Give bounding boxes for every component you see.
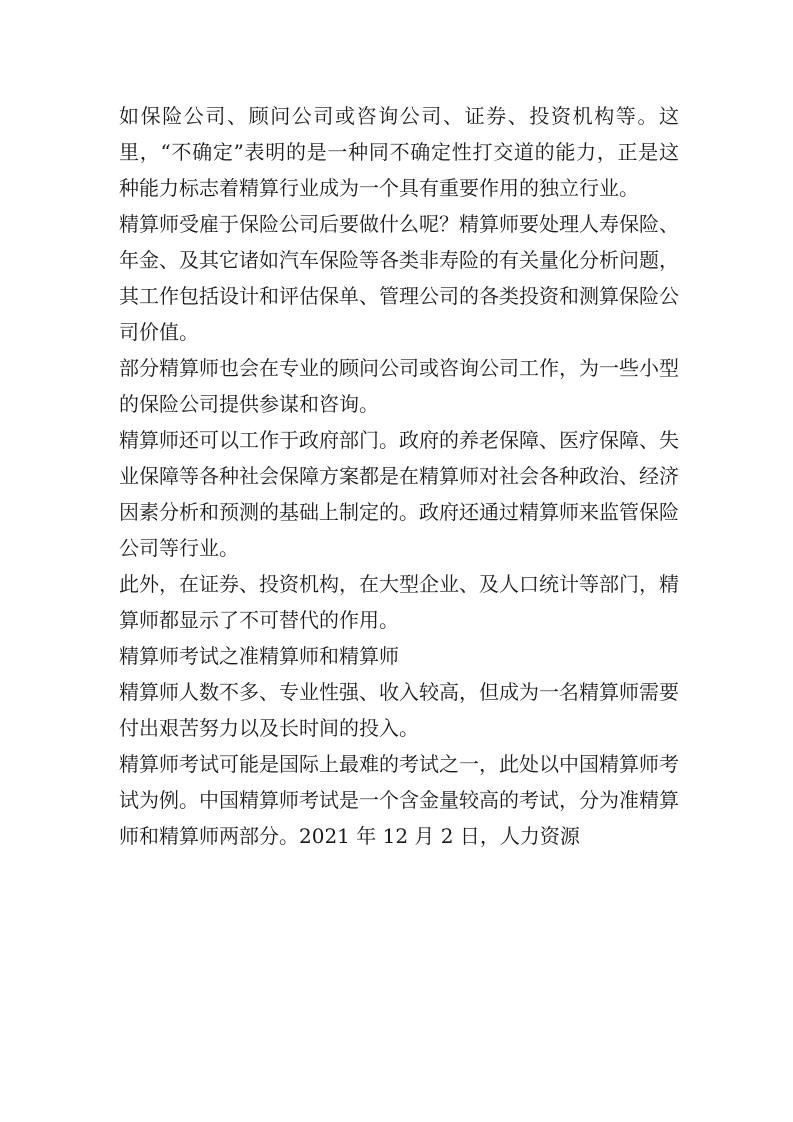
section-heading: 精算师考试之准精算师和精算师 xyxy=(119,644,399,668)
document-body xyxy=(119,98,679,854)
paragraph-3: 部分精算师也会在专业的顾问公司或咨询公司工作，为一些小型的保险公司提供参谋和咨询。 xyxy=(119,356,679,416)
paragraph-2: 精算师受雇于保险公司后要做什么呢？精算师要处理人寿保险、年金、及其它诸如汽车保险等各类非寿险的有关量化分析问题，其工作包括设计和评估保单、管理公司的各类投资和测算保险公司价值。 xyxy=(119,212,679,344)
paragraph-5: 此外，在证券、投资机构，在大型企业、及人口统计等部门，精算师都显示了不可替代的作用。 xyxy=(119,572,679,632)
paragraph-6: 精算师人数不多、专业性强、收入较高，但成为一名精算师需要付出艰苦努力以及长时间的投入。 xyxy=(119,680,679,740)
paragraph-1: 如保险公司、顾问公司或咨询公司、证券、投资机构等。这里，“不确定”表明的是一种同不确定性打交道的能力，正是这种能力标志着精算行业成为一个具有重要作用的独立行业。 xyxy=(119,104,679,200)
paragraph-7: 精算师考试可能是国际上最难的考试之一，此处以中国精算师考试为例。中国精算师考试是一个含金量较高的考试，分为准精算师和精算师两部分。2021 年 12 月 2 日，人力资源 xyxy=(119,752,679,848)
paragraph-4: 精算师还可以工作于政府部门。政府的养老保障、医疗保障、失业保障等各种社会保障方案都是在精算师对社会各种政治、经济因素分析和预测的基础上制定的。政府还通过精算师来监管保险公司等行业。 xyxy=(119,428,679,560)
